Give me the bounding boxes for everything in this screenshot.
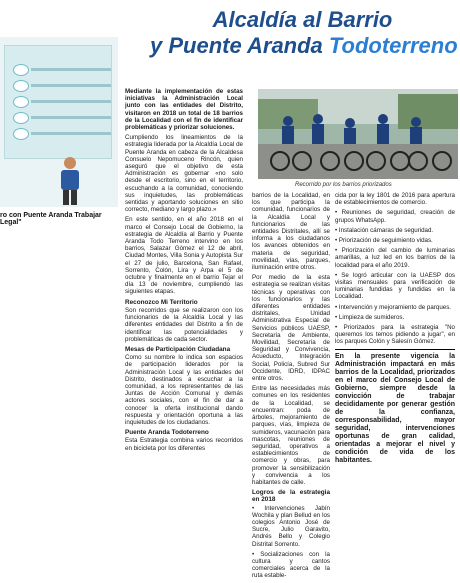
infographic-image bbox=[0, 37, 118, 207]
list-item: • Limpieza de sumideros. bbox=[335, 313, 405, 321]
paragraph: Entre las necesidades más comunes en los residentes de la Localidad, se encuentran: poda de árboles, mejoramiento de parques, vías, limpieza de sumideros, vacunación para mascotas, reuniones de seguridad, operativos a establecimientos de comercio y obras, para promover la sensibilización y convivencia a los habitantes de calle. bbox=[252, 385, 330, 486]
paragraph: Son recorridos que se realizaron con los funcionarios de la Alcaldía Local y las diferentes entidades del Distrito a fin de identificar las potencialidades y problemáticas de cada sector. bbox=[125, 306, 243, 343]
section-heading: Logros de la estrategia en 2018 bbox=[252, 489, 330, 504]
paragraph: Cumpliendo los lineamientos de la estrategia liderada por la Alcaldía Local de Puente Aranda en cabeza de la Alcaldesa Consuelo Nepomuceno Rincón, quien aseguró que el objetivo de esta Administración es gobernar «no solo desde el escritorio, sino en el territorio, escuchando a la comunidad, conociendo sus inquietudes, las problemáticas sentidas y aportando soluciones en sitio correcto, mediano y largo plazo.» bbox=[125, 134, 243, 214]
paragraph: En este sentido, en el año 2018 en el marco el Consejo Local de Gobierno, la estrategia de Alcaldía al Barrio y Puente Aranda Todo Terreno intervino en los barrios, Salazar Gómez el 12 de abril, Ciudad Montes, Villa Sonia y Autopista Sur el 27 de julio, Barcelona, San Rafael, Sorrento, Colón, Lira y Arpa el 5 de octubre y finalmente en el barrio Tejar el día 13 de noviembre, cumpliendo las siguientes etapas. bbox=[125, 216, 243, 296]
infographic-bullet-icon bbox=[13, 112, 29, 124]
presenter-figure-icon bbox=[52, 155, 88, 205]
headline-part-a: y Puente Aranda bbox=[150, 33, 323, 58]
infographic-bullet-icon bbox=[13, 80, 29, 92]
list-item: • Priorizados para la estrategia "No queremos los temos pidiendo a jugar", en los parques Colón y Salesín Gómez. bbox=[335, 324, 455, 346]
infographic-text-line bbox=[31, 116, 111, 119]
cyclists-photo bbox=[258, 89, 458, 179]
photo-caption: Recorrido por los barrios priorizados bbox=[295, 182, 392, 188]
list-item: • Socializaciones con la cultura y cantos comerciales acerca de la ruta estable- bbox=[252, 550, 330, 580]
infographic-text-line bbox=[31, 100, 111, 103]
paragraph: cida por la ley 1801 de 2016 para apertura de establecimientos de comercio. bbox=[335, 192, 455, 207]
divider bbox=[335, 349, 455, 350]
list-item: • Intervenciones Jabín Wochila y plan Bellud en los colegios Antonio José de Sucre, Julio Garavito, Andrés Bello y Colegio Distrital Sorrento. bbox=[252, 504, 330, 548]
paragraph: Esta Estrategia combina varios recorridos en bicicleta por los diferentes bbox=[125, 437, 243, 452]
infographic-bullet-icon bbox=[13, 128, 29, 140]
section-heading: Puente Aranda Todoterreno bbox=[125, 429, 209, 437]
infographic-bullet-icon bbox=[13, 64, 29, 76]
paragraph: barrios de la Localidad, en los que participa la comunidad, funcionarios de la Alcaldía Local y funcionarios de las entidades Distritales, allí se informa a los ciudadanos los avances obtenidos en materia de seguridad, movilidad, vías, parques, iluminación entre otros. bbox=[252, 192, 330, 272]
infographic-caption: ro con Puente Aranda Trabajar Legal" bbox=[0, 212, 102, 226]
headline-part-b: Todoterreno bbox=[328, 33, 458, 58]
section-heading: Mesas de Participación Ciudadana bbox=[125, 345, 231, 353]
headline-line-1: Alcaldía al Barrio bbox=[212, 7, 393, 32]
achievement-list bbox=[335, 209, 455, 345]
column-2 bbox=[252, 192, 330, 583]
column-3 bbox=[335, 192, 455, 468]
headline-line-2 bbox=[150, 33, 458, 58]
infographic-bullet-icon bbox=[13, 96, 29, 108]
infographic-board bbox=[4, 45, 112, 159]
paragraph: Como su nombre lo indica son espacios de participación liderados por la Administración Local y las entidades del Distrito, destinados a escuchar a la comunidad, a los representantes de las Juntas de Acción Comunal y demás actores sociales, con el fin de dar a conocer la oferta institucional dando respuesta y orientación oportuna a las inquietudes de los ciudadanos. bbox=[125, 354, 243, 426]
section-heading: Reconozco Mi Territorio bbox=[125, 298, 198, 306]
closing-paragraph: En la presente vigencia la Administración impactará en más barrios de la Localidad, priorizados en el marco del Consejo Local de Gobierno, siempre desde la convicción de trabajar decididamente por generar gestión de la confianza, corresponsabilidad, mayor seguridad, intervenciones oportunas de gran calidad, orientadas a mejorar el nivel y condición de vida de los habitantes. bbox=[335, 352, 455, 464]
list-item: • Priorización del cambio de luminarias amarillas, a luz led en los barrios de la localidad para el año 2019. bbox=[335, 247, 455, 269]
infographic-text-line bbox=[31, 68, 111, 71]
lead-paragraph: Mediante la implementación de estas iniciativas la Administración Local junto con las entidades del Distrito, visitaron en 2018 un total de 18 barrios de la Localidad con el fin de identificar problemáticas y priorizar soluciones. bbox=[125, 88, 243, 132]
infographic-text-line bbox=[31, 132, 111, 135]
list-item: • Instalación cámaras de seguridad. bbox=[335, 226, 434, 234]
list-item: • Reuniones de seguridad, creación de grupos WhatsApp. bbox=[335, 209, 455, 224]
infographic-text-line bbox=[31, 84, 111, 87]
paragraph: Por medio de la esta estrategia se realizan visitas técnicas y operativas con los funcionarios y las diferentes entidades distritales, Unidad Administrativa Especial de Servicios públicos UAESP, Secretaría de Ambiente, Movilidad, Secretaría de Seguridad y Convivencia, Acueducto, Integración Social, Policía, Subred Sur Occidente, IDRD, IDPAC entre otros. bbox=[252, 274, 330, 383]
list-item: • Se logró articular con la UAESP dos visitas mensuales para verificación de luminarias fundidas y fundidas en la Localidad. bbox=[335, 271, 455, 301]
list-item: • Priorización de seguimiento vidas. bbox=[335, 237, 433, 245]
list-item: • Intervención y mejoramiento de parques. bbox=[335, 303, 452, 311]
